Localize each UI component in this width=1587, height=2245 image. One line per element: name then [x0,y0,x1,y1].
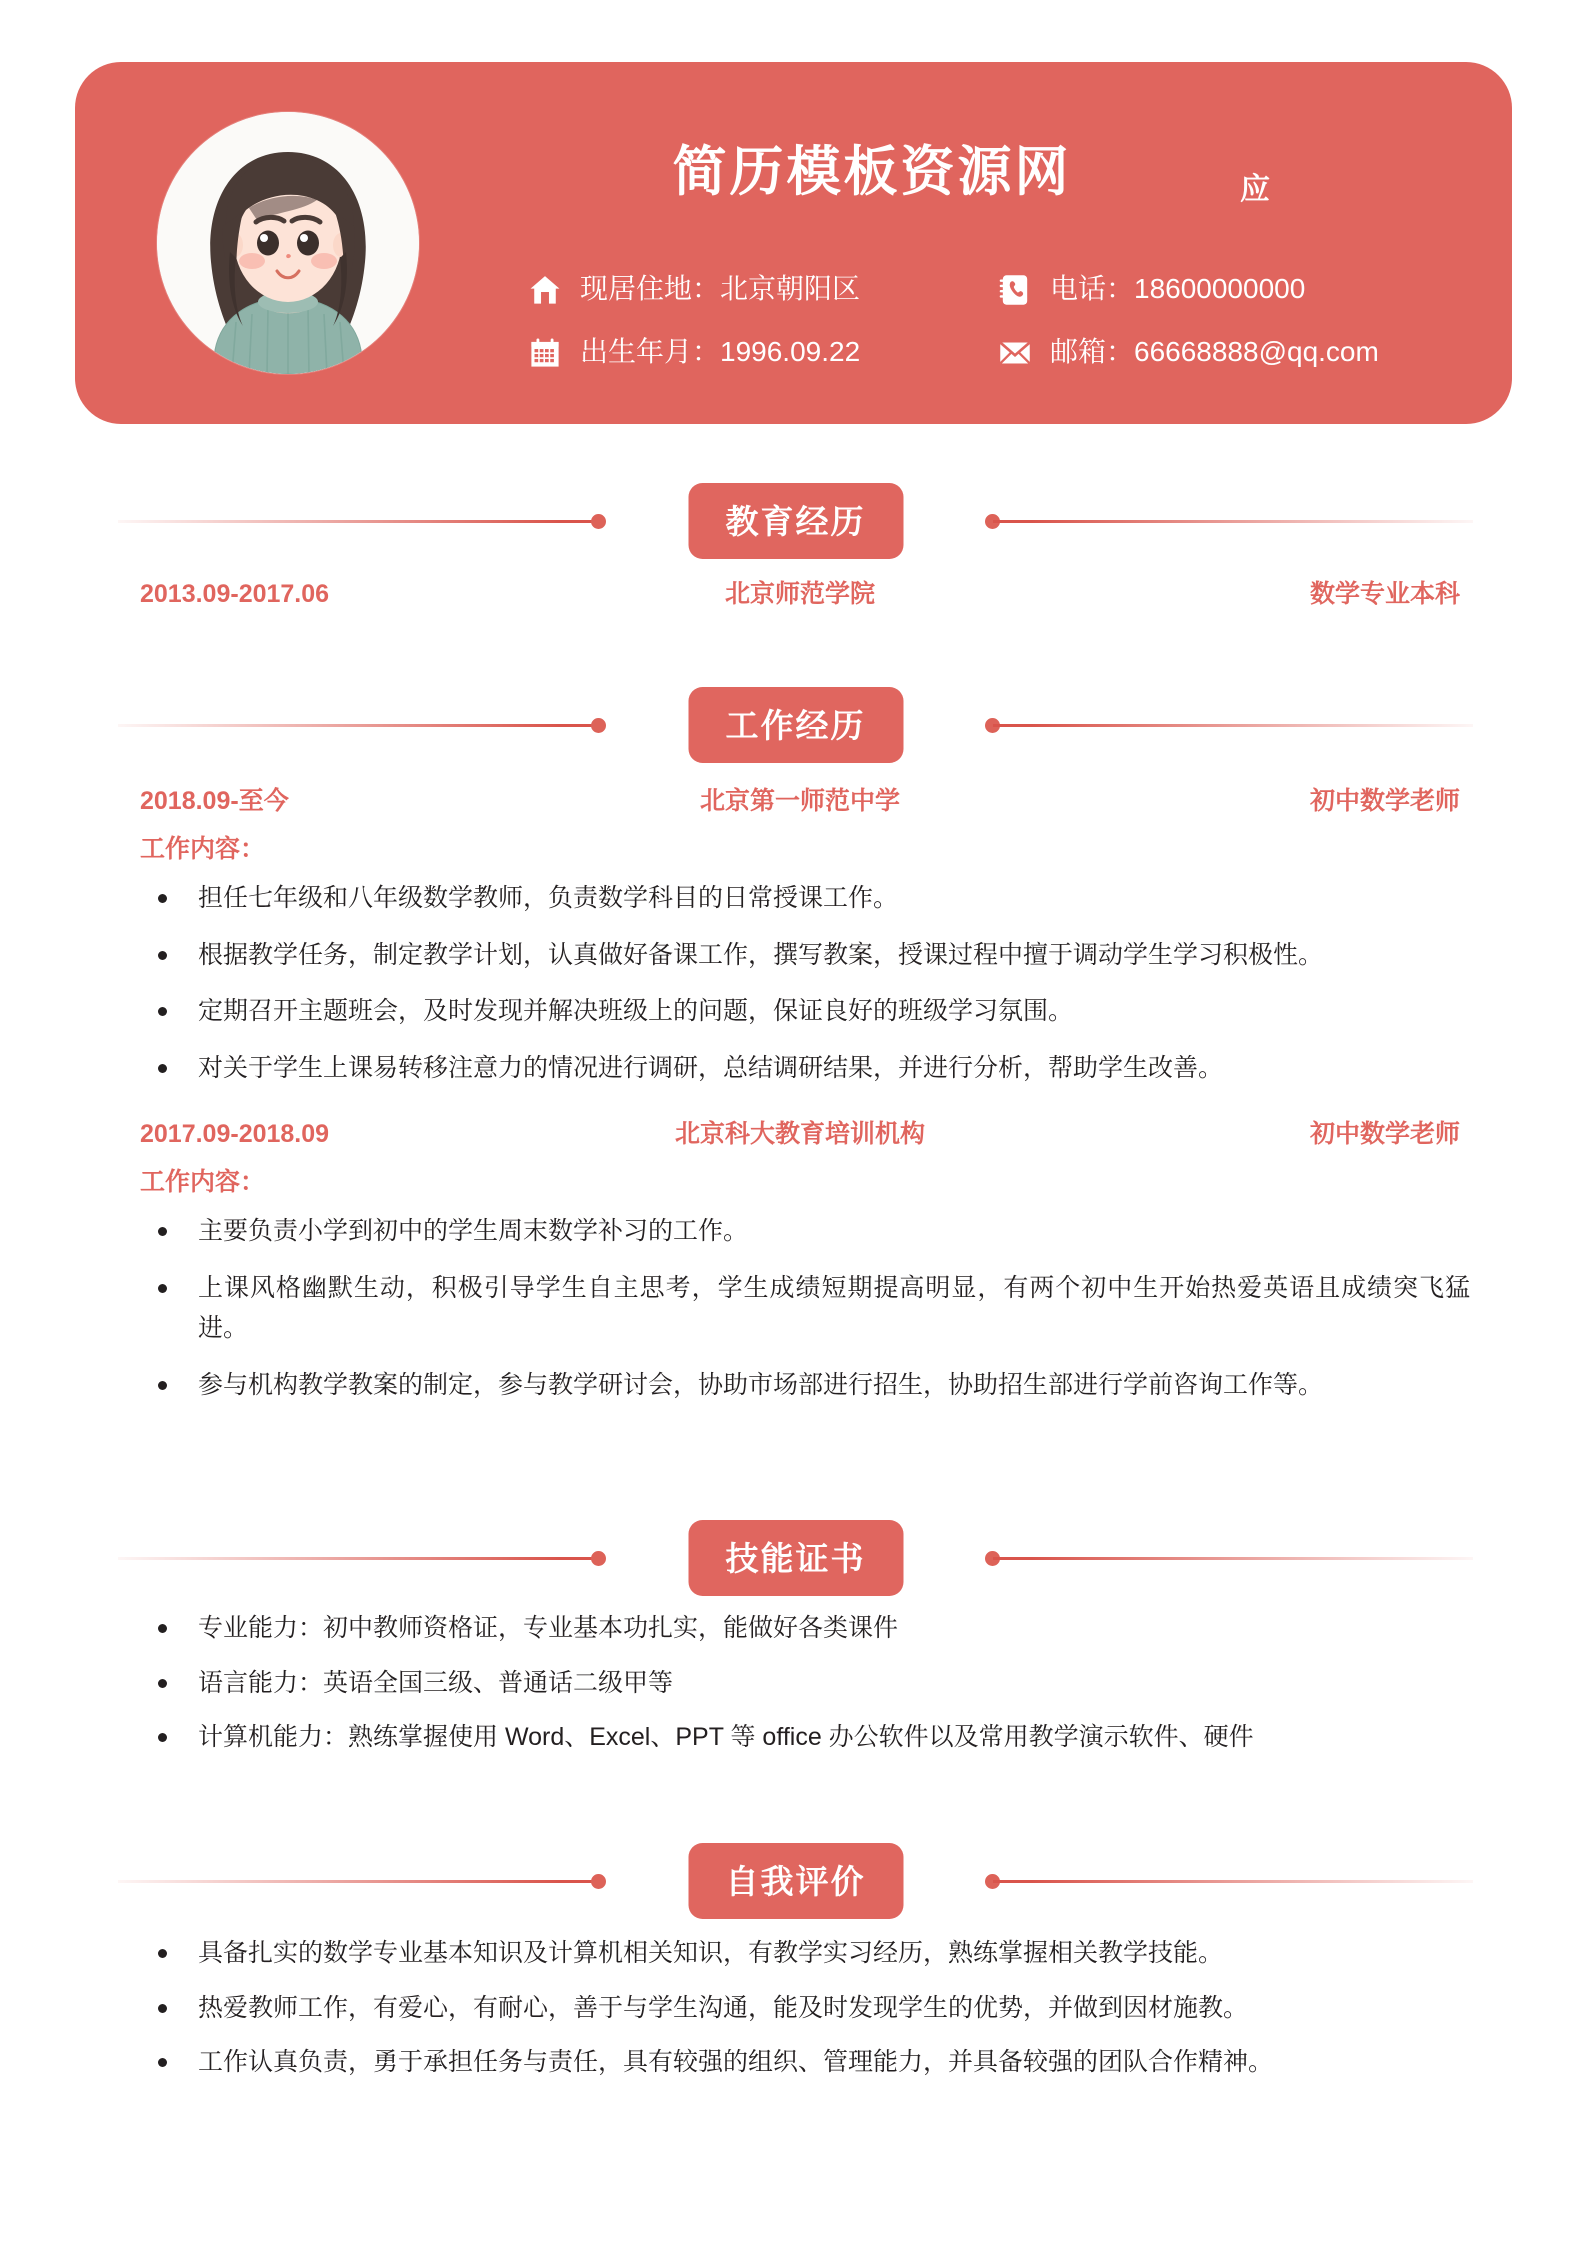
divider-line-right [993,1880,1473,1883]
divider-dot-left [591,718,606,733]
list-item: 主要负责小学到初中的学生周末数学补习的工作。 [140,1211,1470,1252]
section-header-skills [118,1520,1473,1596]
section-title: 工作经历 [725,706,866,744]
entry-organization: 北京师范学院 [724,580,875,608]
divider-line-right [993,1557,1473,1560]
section-title: 技能证书 [725,1539,866,1577]
work-content-label: 工作内容： [140,835,266,863]
list-item: 参与机构教学教案的制定，参与教学研讨会，协助市场部进行招生，协助招生部进行学前咨询工作等。 [140,1365,1470,1406]
divider-dot-left [591,1874,606,1889]
section-header-evaluation [118,1843,1473,1919]
section-header-education [118,483,1473,559]
contact-row [528,258,1448,321]
section-title-pill [688,1520,903,1596]
education-entry [140,582,1460,622]
contact-birthdate [528,336,998,370]
mail-icon [998,336,1032,370]
list-item: 语言能力：英语全国三级、普通话二级甲等 [140,1663,1470,1704]
contact-label: 邮箱：66668888@qq.com [1050,335,1379,367]
divider-line-left [118,1880,598,1883]
list-item: 专业能力：初中教师资格证，专业基本功扎实，能做好各类课件 [140,1608,1470,1649]
entry-role: 数学专业本科 [1309,580,1460,608]
contact-email [998,336,1379,370]
divider-line-left [118,520,598,523]
list-item: 上课风格幽默生动，积极引导学生自主思考，学生成绩短期提高明显，有两个初中生开始热爱英语且成绩突飞猛进。 [140,1268,1470,1349]
entry-date: 2018.09-至今 [140,787,289,815]
contact-label: 现居住地：北京朝阳区 [580,272,861,304]
section-header-work [118,687,1473,763]
entry-organization: 北京科大教育培训机构 [674,1120,925,1148]
list-item: 定期召开主题班会，及时发现并解决班级上的问题，保证良好的班级学习氛围。 [140,991,1470,1032]
skills-bullets [140,1608,1470,1772]
divider-dot-left [591,514,606,529]
divider-line-left [118,724,598,727]
contact-phone [998,273,1305,307]
list-item: 具备扎实的数学专业基本知识及计算机相关知识，有教学实习经历，熟练掌握相关教学技能。 [140,1933,1470,1974]
divider-line-right [993,724,1473,727]
home-icon [528,273,562,307]
page-title: 简历模板资源网 [672,142,1072,202]
work-bullets-2 [140,1211,1470,1405]
entry-role: 初中数学老师 [1309,1120,1460,1148]
evaluation-bullets [140,1933,1470,2097]
work-entry [140,1122,1460,1162]
contact-label: 电话：18600000000 [1050,272,1306,304]
list-item: 对关于学生上课易转移注意力的情况进行调研，总结调研结果，并进行分析，帮助学生改善。 [140,1048,1470,1089]
list-item: 热爱教师工作，有爱心，有耐心，善于与学生沟通，能及时发现学生的优势，并做到因材施教。 [140,1988,1470,2029]
divider-line-left [118,1557,598,1560]
list-item: 担任七年级和八年级数学教师，负责数学科目的日常授课工作。 [140,878,1470,919]
list-item: 根据教学任务，制定教学计划，认真做好备课工作，撰写教案，授课过程中擅于调动学生学习积极性。 [140,935,1470,976]
section-title-pill [688,483,903,559]
list-item: 计算机能力：熟练掌握使用 Word、Excel、PPT 等 office 办公软件以及常用教学演示软件、硬件 [140,1717,1470,1758]
avatar-illustration [157,112,419,374]
contact-label: 出生年月：1996.09.22 [580,335,861,367]
section-title: 自我评价 [725,1862,866,1900]
contact-address [528,273,998,307]
avatar [157,112,419,374]
contact-row [528,321,1448,384]
section-title: 教育经历 [725,502,866,540]
phone-icon [998,273,1032,307]
entry-date: 2013.09-2017.06 [140,580,330,608]
section-title-pill [688,687,903,763]
list-item: 工作认真负责，勇于承担任务与责任，具有较强的组织、管理能力，并具备较强的团队合作精神。 [140,2042,1470,2083]
entry-role: 初中数学老师 [1309,787,1460,815]
calendar-icon [528,336,562,370]
entry-organization: 北京第一师范中学 [699,787,900,815]
divider-line-right [993,520,1473,523]
header-subtitle: 应 [1240,173,1270,206]
work-content-label: 工作内容： [140,1168,266,1196]
contact-info [528,258,1448,384]
work-bullets-1 [140,878,1470,1088]
divider-dot-left [591,1551,606,1566]
work-entry [140,789,1460,829]
section-title-pill [688,1843,903,1919]
entry-date: 2017.09-2018.09 [140,1120,330,1148]
